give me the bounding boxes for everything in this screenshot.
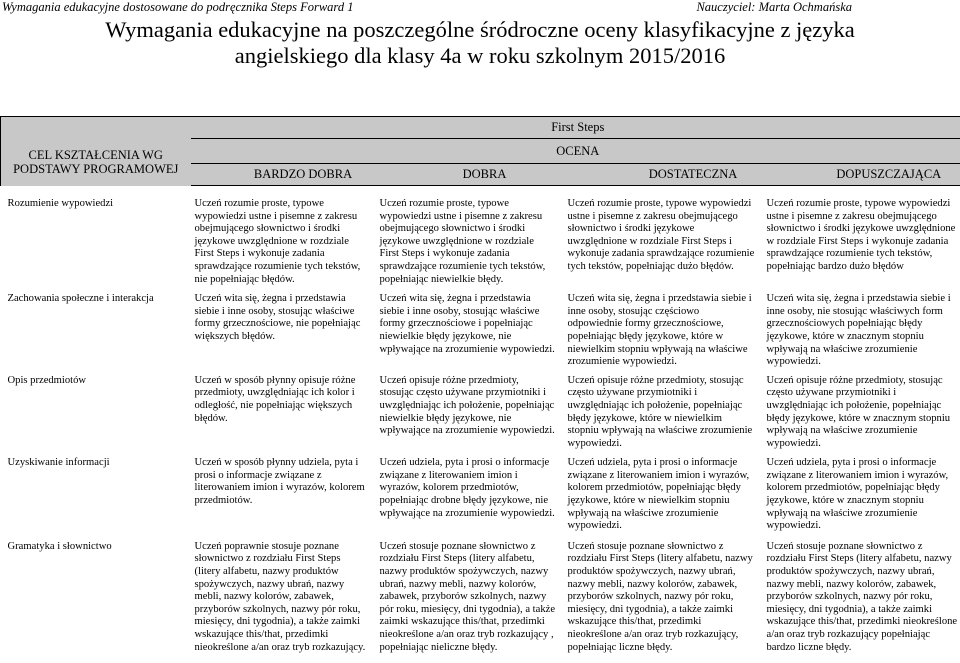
page-title-line-2: angielskiego dla klasy 4a w roku szkolnym 2015/2016 — [0, 43, 960, 69]
grade-header-dostateczna: DOSTATECZNA — [564, 164, 763, 186]
table-row — [1, 533, 960, 663]
running-header-left: Wymagania edukacyjne dostosowane do podręcznika Steps Forward 1 — [2, 0, 353, 15]
page-title-line-1: Wymagania edukacyjne na poszczególne śródroczne oceny klasyfikacyjne z języka — [0, 17, 960, 43]
requirement-cell: Uczeń stosuje poznane słownictwo z rozdziału First Steps (litery alfabetu, nazwy produktów spożywczych, nazwy ubrań, nazwy mebli, nazwy kolorów, zabawek, przyborów szkolnych, nazwy pór roku, miesięcy, dni tygodnia), a także zaimki wskazujące this/that, przedimki nieokreślone a/an oraz tryb rozkazujący popełniając bardzo liczne błędy. — [763, 533, 960, 663]
goal-cell: Gramatyka i słownictwo — [1, 533, 191, 663]
requirement-cell: Uczeń stosuje poznane słownictwo z rozdziału First Steps (litery alfabetu, nazwy produktów spożywczych, nazwy ubrań, nazwy mebli, nazwy kolorów, zabawek, przyborów szkolnych, nazwy pór roku, miesięcy, dni tygodnia), a także zaimki wskazujące this/that, przedimki nieokreślone a/an oraz tryb rozkazujący , popełniając nieliczne błędy. — [376, 533, 564, 663]
goal-cell: Zachowania społeczne i interakcja — [1, 286, 191, 369]
requirement-cell: Uczeń opisuje różne przedmioty, stosując często używane przymiotniki i uwzględniając ich położenie, popełniając błędy językowe, które w znacznym stopniu wpływają na właściwe zrozumienie wypowiedzi. — [763, 369, 960, 451]
requirement-cell: Uczeń w sposób płynny opisuje różne przedmioty, uwzględniając ich kolor i odległość, nie popełniając większych błędów. — [191, 369, 376, 451]
requirement-cell: Uczeń stosuje poznane słownictwo z rozdziału First Steps (litery alfabetu, nazwy produktów spożywczych, nazwy ubrań, nazwy mebli, nazwy kolorów, zabawek, przyborów szkolnych, nazwy pór roku, miesięcy, dni tygodnia), a także zaimki wskazujące this/that, przedimki nieokreślone a/an oraz tryb rozkazujący, popełniając liczne błędy. — [564, 533, 763, 663]
grade-group-header: OCENA — [191, 139, 960, 164]
table-row — [1, 286, 960, 369]
goal-cell: Opis przedmiotów — [1, 369, 191, 451]
requirement-cell: Uczeń wita się, żegna i przedstawia siebie i inne osoby, stosując właściwe formy grzecznościowe i popełniając niewielkie błędy językowe, nie wpływające na zrozumienie wypowiedzi. — [376, 286, 564, 369]
requirement-cell: Uczeń rozumie proste, typowe wypowiedzi ustne i pisemne z zakresu obejmującego słownictwo i środki językowe uwzględnione w rozdziale First Steps i wykonuje zadania sprawdzające rozumienie tych tekstów, nie popełniając błędów. — [191, 186, 376, 287]
requirement-cell: Uczeń wita się, żegna i przedstawia siebie i inne osoby, stosując właściwe formy grzecznościowe, nie popełniając większych błędów. — [191, 286, 376, 369]
running-header-right: Nauczyciel: Marta Ochmańska — [696, 0, 852, 15]
requirement-cell: Uczeń opisuje różne przedmioty, stosując często używane przymiotniki i uwzględniając ich położenie, popełniając niewielkie błędy językowe, nie wpływające na zrozumienie wypowiedzi. — [376, 369, 564, 451]
grade-header-dobra: DOBRA — [376, 164, 564, 186]
requirement-cell: Uczeń udziela, pyta i prosi o informacje związane z literowaniem imion i wyrazów, kolorem przedmiotów, popełniając drobne błędy językowe, nie wpływające na zrozumienie wypowiedzi. — [376, 450, 564, 533]
requirement-cell: Uczeń wita się, żegna i przedstawia siebie i inne osoby, nie stosując właściwych form grzecznościowych popełniając błędy językowe, które w znacznym stopniu wpływają na właściwe zrozumienie wypowiedzi. — [763, 286, 960, 369]
book-title-cell: First Steps — [191, 117, 960, 139]
requirement-cell: Uczeń udziela, pyta i prosi o informacje związane z literowaniem imion i wyrazów, kolorem przedmiotów, popełniając błędy językowe, które w niewielkim stopniu wpływają na właściwe zrozumienie wypowiedzi. — [564, 450, 763, 533]
requirement-cell: Uczeń w sposób płynny udziela, pyta i prosi o informacje związane z literowaniem imion i wyrazów, kolorem przedmiotów. — [191, 450, 376, 533]
requirement-cell: Uczeń rozumie proste, typowe wypowiedzi ustne i pisemne z zakresu obejmującego słownictwo i środki językowe uwzględnione w rozdziale First Steps i wykonuje zadania sprawdzające rozumienie tych tekstów, popełniając bardzo dużo błędów — [763, 186, 960, 287]
table-corner-cell — [1, 117, 191, 139]
requirement-cell: Uczeń opisuje różne przedmioty, stosując często używane przymiotniki i uwzględniając ich położenie, popełniając błędy językowe, które w niewielkim stopniu wpływają na właściwe zrozumienie wypowiedzi. — [564, 369, 763, 451]
requirement-cell: Uczeń rozumie proste, typowe wypowiedzi ustne i pisemne z zakresu obejmującego słownictwo i środki językowe uwzględnione w rozdziale First Steps i wykonuje zadania sprawdzające rozumienie tych tekstów, popełniając dużo błędów. — [564, 186, 763, 287]
page-title — [0, 17, 960, 69]
requirements-table — [0, 116, 960, 663]
requirement-cell: Uczeń rozumie proste, typowe wypowiedzi ustne i pisemne z zakresu obejmującego słownictwo i środki językowe uwzględnione w rozdziale First Steps i wykonuje zadania sprawdzające rozumienie tych tekstów, popełniając niewielkie błędy. — [376, 186, 564, 287]
table-row — [1, 450, 960, 533]
goal-cell: Uzyskiwanie informacji — [1, 450, 191, 533]
requirement-cell: Uczeń poprawnie stosuje poznane słownictwo z rozdziału First Steps (litery alfabetu, nazwy produktów spożywczych, nazwy ubrań, nazwy mebli, nazwy kolorów, zabawek, przyborów szkolnych, nazwy pór roku, miesięcy, dni tygodnia), a także zaimki wskazujące this/that, przedimki nieokreślone a/an oraz tryb rozkazujący. — [191, 533, 376, 663]
requirement-cell: Uczeń udziela, pyta i prosi o informacje związane z literowaniem imion i wyrazów, kolorem przedmiotów, popełniając błędy językowe, które w znacznym stopniu wpływają na właściwe zrozumienie wypowiedzi. — [763, 450, 960, 533]
grade-header-bardzo-dobra: BARDZO DOBRA — [191, 164, 376, 186]
goal-cell: Rozumienie wypowiedzi — [1, 186, 191, 287]
goal-column-header: CEL KSZTAŁCENIA WG PODSTAWY PROGRAMOWEJ — [1, 139, 191, 186]
table-row — [1, 186, 960, 287]
requirement-cell: Uczeń wita się, żegna i przedstawia siebie i inne osoby, stosując częściowo odpowiednie formy grzecznościowe, popełniając błędy językowe, które w niewielkim stopniu wpływają na właściwe zrozumienie wypowiedzi. — [564, 286, 763, 369]
grade-header-dopuszczajaca: DOPUSZCZAJĄCA — [763, 164, 960, 186]
table-row — [1, 369, 960, 451]
